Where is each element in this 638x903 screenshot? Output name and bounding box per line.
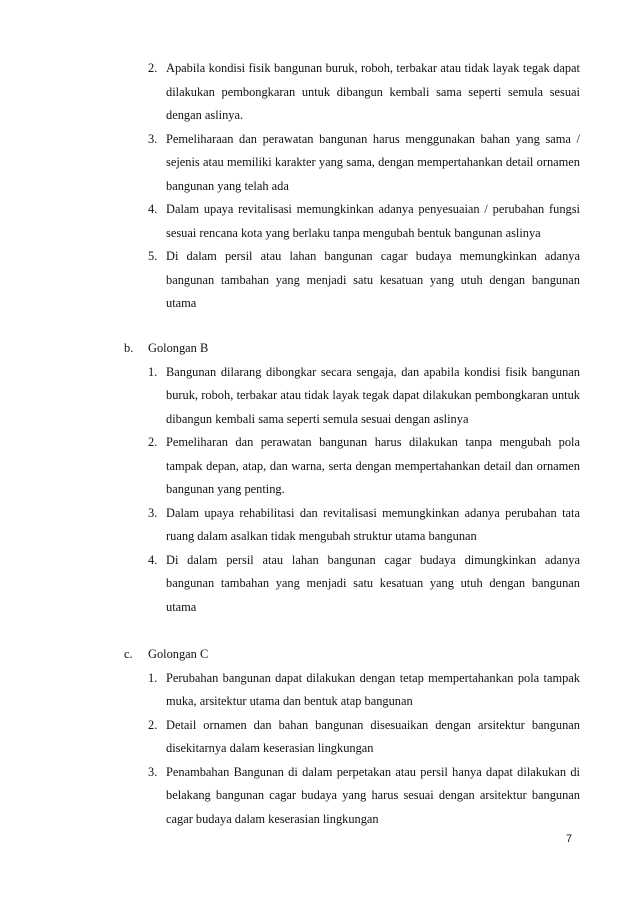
continued-list bbox=[0, 57, 638, 316]
list-number: 3. bbox=[148, 505, 158, 520]
list-item bbox=[0, 714, 580, 761]
list-item bbox=[0, 128, 580, 199]
list-item bbox=[0, 57, 580, 128]
list-item bbox=[0, 245, 580, 316]
list-number: 2. bbox=[148, 717, 158, 732]
list-number: 1. bbox=[148, 364, 158, 379]
list-item bbox=[0, 198, 580, 245]
section-letter: c. bbox=[124, 647, 133, 661]
list-text: Perubahan bangunan dapat dilakukan dengan tetap mempertahankan pola tampak muka, arsitektur utama dan bentuk atap bangunan bbox=[166, 670, 580, 708]
section-heading bbox=[0, 337, 638, 361]
list-item bbox=[0, 549, 580, 620]
list-item bbox=[0, 502, 580, 549]
list-number: 3. bbox=[148, 764, 158, 779]
list-text: Pemeliharan dan perawatan bangunan harus dilakukan tanpa mengubah pola tampak depan, atap, dan warna, serta dengan mempertahankan detail dan ornamen bangunan yang penting. bbox=[166, 435, 580, 496]
list-text: Penambahan Bangunan di dalam perpetakan atau persil hanya dapat dilakukan di belakang bangunan cagar budaya yang harus sesuai dengan arsitektur bangunan cagar budaya dalam keserasian lingkungan bbox=[166, 764, 580, 826]
section-title: Golongan B bbox=[148, 341, 209, 355]
list-number: 4. bbox=[148, 552, 158, 567]
list-text: Apabila kondisi fisik bangunan buruk, roboh, terbakar atau tidak layak tegak dapat dilakukan pembongkaran untuk dibangun kembali sama seperti semula sesuai dengan aslinya. bbox=[166, 61, 580, 122]
list-item bbox=[0, 431, 580, 502]
list-text: Bangunan dilarang dibongkar secara sengaja, dan apabila kondisi fisik bangunan buruk, roboh, terbakar atau tidak layak tegak dapat dilakukan pembongkaran untuk dibangun kembali sama seperti semula sesuai dengan aslinya bbox=[166, 364, 580, 426]
section-letter: b. bbox=[124, 341, 134, 355]
section-title: Golongan C bbox=[148, 647, 209, 661]
page-number: 7 bbox=[566, 833, 573, 845]
list-number: 4. bbox=[148, 202, 158, 216]
list-number: 5. bbox=[148, 249, 158, 263]
section-golongan-b bbox=[0, 337, 638, 619]
list-number: 2. bbox=[148, 61, 158, 75]
list-text: Dalam upaya rehabilitasi dan revitalisasi memungkinkan adanya perubahan tata ruang dalam asalkan tidak mengubah struktur utama bangunan bbox=[166, 505, 580, 543]
list-number: 1. bbox=[148, 670, 158, 685]
list-item bbox=[0, 761, 580, 832]
list-number: 3. bbox=[148, 131, 158, 146]
list-text: Detail ornamen dan bahan bangunan disesuaikan dengan arsitektur bangunan disekitarnya dalam keserasian lingkungan bbox=[166, 717, 580, 755]
list-item bbox=[0, 361, 580, 432]
section-heading bbox=[0, 643, 638, 667]
list-text: Di dalam persil atau lahan bangunan cagar budaya memungkinkan adanya bangunan tambahan yang menjadi satu kesatuan yang utuh dengan bangunan utama bbox=[166, 249, 580, 310]
list-item bbox=[0, 667, 580, 714]
list-text: Di dalam persil atau lahan bangunan cagar budaya dimungkinkan adanya bangunan tambahan yang menjadi satu kesatuan yang utuh dengan bangunan utama bbox=[166, 552, 580, 614]
section-golongan-c bbox=[0, 643, 638, 831]
list-number: 2. bbox=[148, 435, 158, 449]
list-text: Dalam upaya revitalisasi memungkinkan adanya penyesuaian / perubahan fungsi sesuai rencana kota yang berlaku tanpa mengubah bentuk bangunan aslinya bbox=[166, 202, 580, 240]
list-text: Pemeliharaan dan perawatan bangunan harus menggunakan bahan yang sama / sejenis atau memiliki karakter yang sama, dengan mempertahankan detail ornamen bangunan yang telah ada bbox=[166, 131, 580, 193]
